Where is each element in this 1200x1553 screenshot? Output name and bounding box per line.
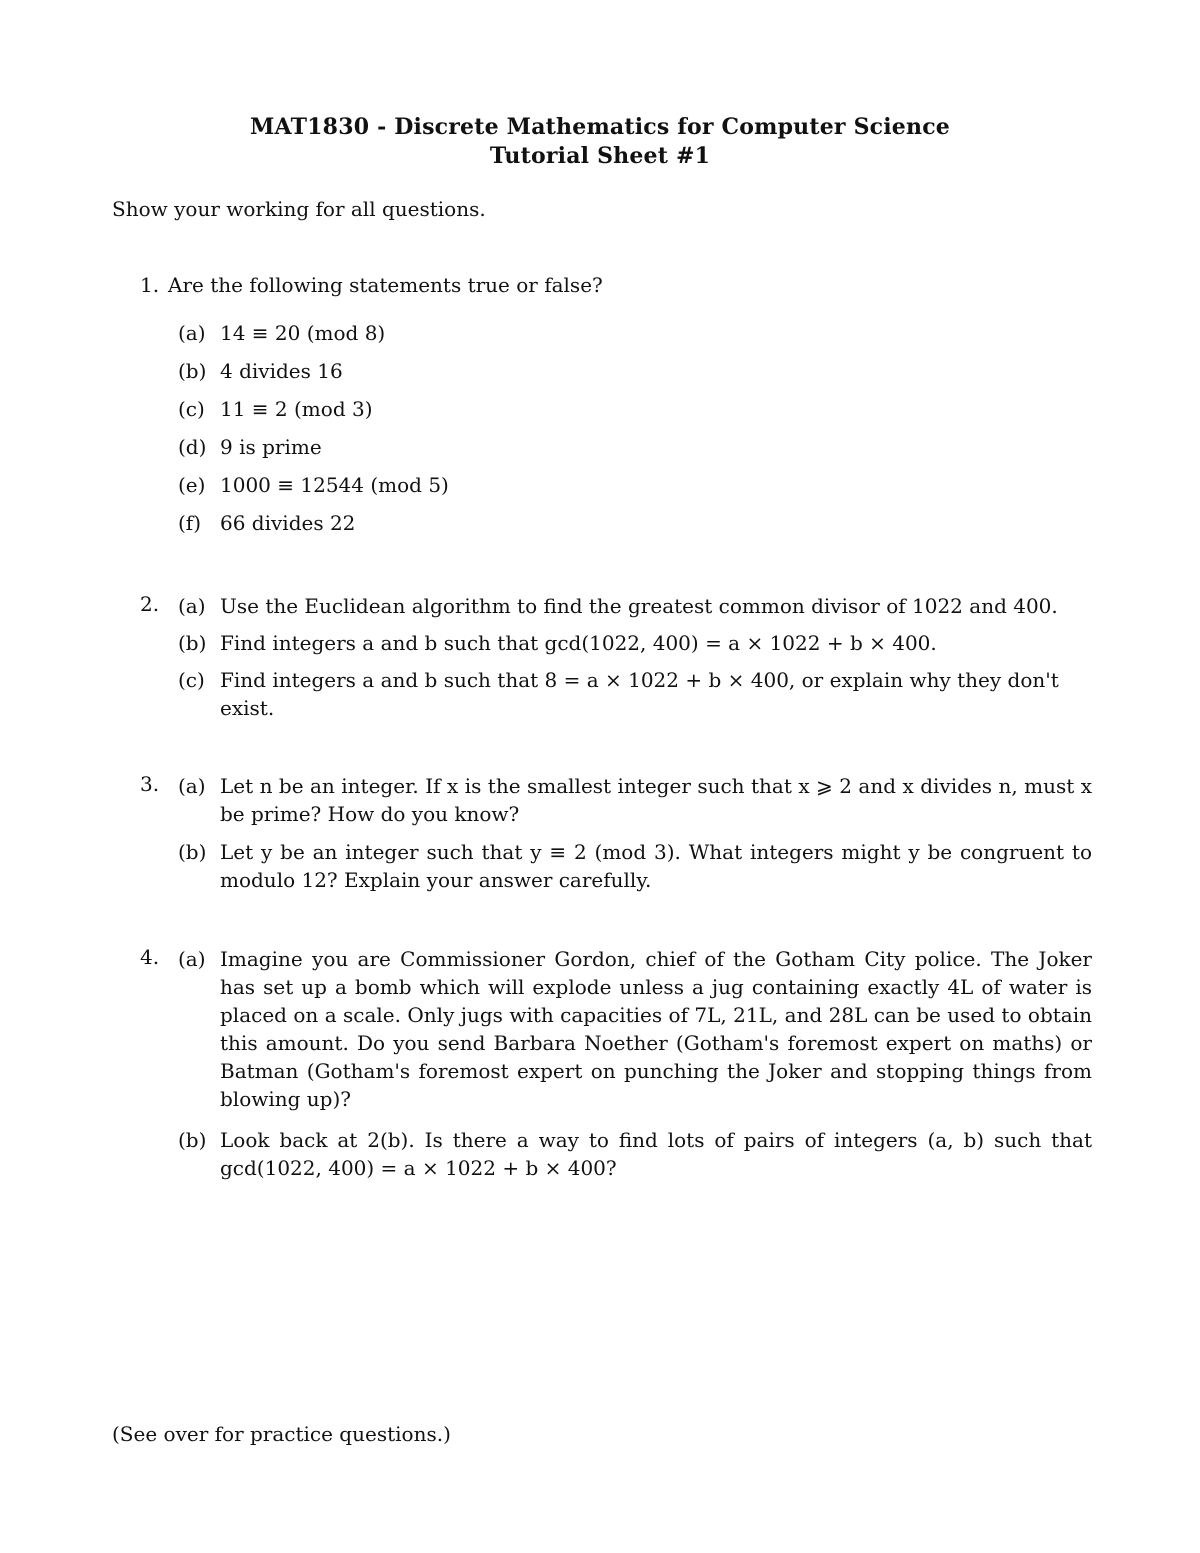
sheet-subtitle: Tutorial Sheet #1	[489, 143, 711, 169]
part-text: 1000 ≡ 12544 (mod 5)	[220, 473, 449, 497]
part-text: 66 divides 22	[220, 511, 356, 535]
part-label: (a)	[178, 321, 206, 345]
part-label: (c)	[178, 397, 205, 421]
part-label: (a)	[178, 774, 206, 798]
part-label: (a)	[178, 947, 206, 971]
question-number: 3.	[140, 772, 160, 796]
sheet-title: MAT1830 - Discrete Mathematics for Computer Science	[249, 114, 950, 140]
footer-note: (See over for practice questions.)	[112, 1422, 451, 1446]
question-number: 2.	[140, 592, 160, 616]
part-text: 9 is prime	[220, 435, 322, 459]
part-label: (b)	[178, 1128, 207, 1152]
instructions: Show your working for all questions.	[112, 197, 486, 221]
question-number: 4.	[140, 945, 160, 969]
question-stem: Are the following statements true or false?	[168, 273, 603, 297]
part-label: (c)	[178, 668, 205, 692]
part-text: 4 divides 16	[220, 359, 343, 383]
part-text: Find integers a and b such that gcd(1022, 400) = a × 1022 + b × 400.	[220, 631, 937, 655]
part-text: Let n be an integer. If x is the smallest integer such that x ⩾ 2 and x divides n, must x be prime? How do you know?	[220, 774, 1092, 826]
part-label: (b)	[178, 359, 207, 383]
part-label: (e)	[178, 473, 206, 497]
part-text: Look back at 2(b). Is there a way to find lots of pairs of integers (a, b) such that gcd(1022, 400) = a × 1022 + b × 400?	[220, 1128, 1092, 1180]
part-label: (f)	[178, 511, 202, 535]
part-label: (b)	[178, 840, 207, 864]
question-number: 1.	[140, 273, 160, 297]
part-text: Imagine you are Commissioner Gordon, chief of the Gotham City police. The Joker has set up a bomb which will explode unless a jug containing exactly 4L of water is placed on a scale. Only jugs with capacities of 7L, 21L, and 28L can be used to obtain this amount. Do you send Barbara Noether (Gotham's foremost expert on maths) or Batman (Gotham's foremost expert on punching the Joker and stopping things from blowing up)?	[220, 947, 1092, 1111]
part-label: (a)	[178, 594, 206, 618]
part-text: 14 ≡ 20 (mod 8)	[220, 321, 386, 345]
part-text: Let y be an integer such that y ≡ 2 (mod 3). What integers might y be congruent to modulo 12? Explain your answer carefully.	[220, 840, 1092, 892]
part-label: (d)	[178, 435, 207, 459]
part-text: Find integers a and b such that 8 = a × 1022 + b × 400, or explain why they don't exist.	[220, 668, 1059, 720]
part-text: Use the Euclidean algorithm to find the greatest common divisor of 1022 and 400.	[220, 594, 1058, 618]
part-label: (b)	[178, 631, 207, 655]
part-text: 11 ≡ 2 (mod 3)	[220, 397, 373, 421]
